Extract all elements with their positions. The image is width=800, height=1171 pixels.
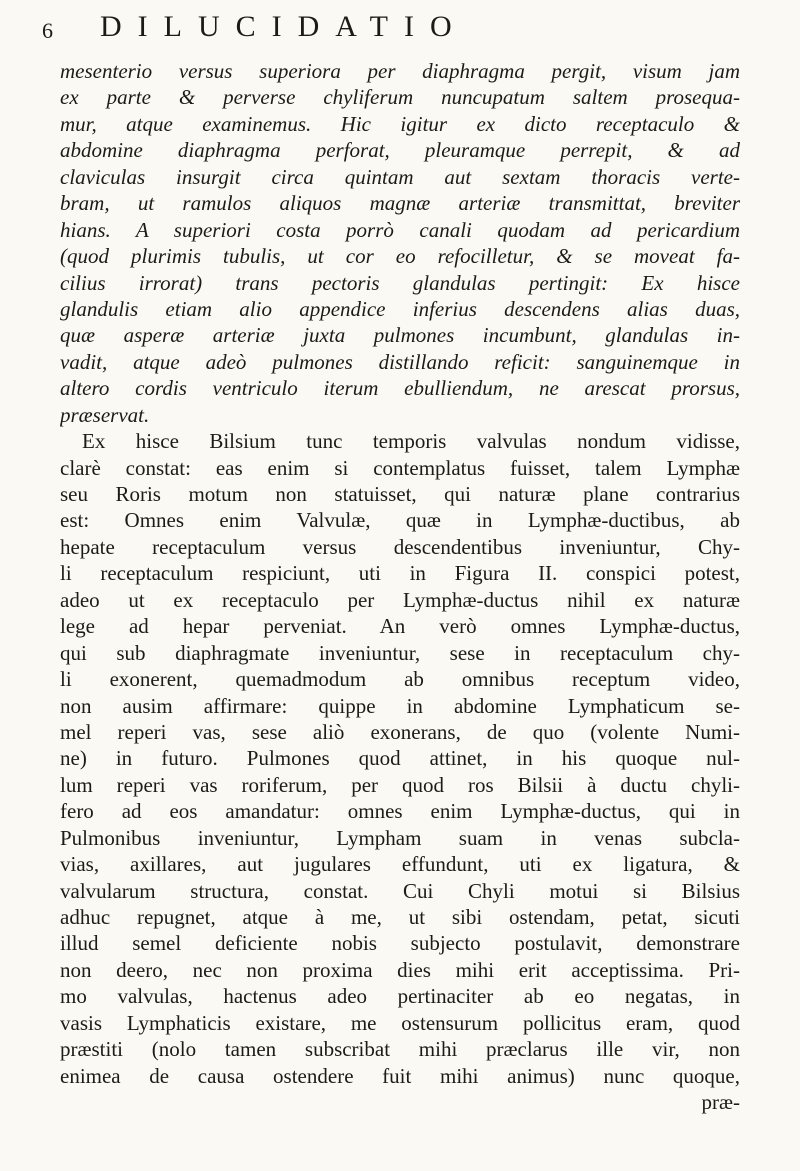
text-line: claviculas insurgit circa quintam aut sextam thoracis verte-	[60, 164, 740, 189]
text-line: li exonerent, quemadmodum ab omnibus receptum video,	[60, 667, 740, 692]
page-header	[42, 10, 760, 48]
text-line: est: Omnes enim Valvulæ, quæ in Lymphæ-ductibus, ab	[60, 508, 740, 533]
text-line: præservat.	[60, 402, 150, 427]
text-line: vias, axillares, aut jugulares effundunt, uti ex ligatura, &	[60, 852, 740, 877]
text-line: Pulmonibus inveniuntur, Lympham suam in venas subcla-	[60, 825, 740, 850]
text-line: non ausim affirmare: quippe in abdomine Lymphaticum se-	[60, 693, 740, 718]
page-number: 6	[42, 18, 53, 43]
text-block	[60, 58, 740, 1116]
text-line: mesenterio versus superiora per diaphragma pergit, visum jam	[60, 59, 740, 83]
catchword: præ-	[701, 1090, 740, 1115]
text-line: mo valvulas, hactenus adeo pertinaciter ab eo negatas, in	[60, 984, 740, 1009]
text-line: clarè constat: eas enim si contemplatus fuisset, talem Lymphæ	[60, 455, 740, 480]
text-line: quæ asperæ arteriæ juxta pulmones incumbunt, glandulas in-	[60, 323, 740, 348]
text-line: Ex hisce Bilsium tunc temporis valvulas nondum vidisse,	[82, 429, 740, 454]
text-line: bram, ut ramulos aliquos magnæ arteriæ transmittat, breviter	[60, 191, 740, 216]
text-line: non deero, nec non proxima dies mihi erit acceptissima. Pri-	[60, 957, 740, 982]
text-line: præstiti (nolo tamen subscribat mihi præclarus ille vir, non	[60, 1037, 740, 1062]
paragraph-italic	[60, 58, 740, 428]
text-line: vasis Lymphaticis existare, me ostensurum pollicitus eram, quod	[60, 1010, 740, 1035]
text-line: adeo ut ex receptaculo per Lymphæ-ductus nihil ex naturæ	[60, 587, 740, 612]
text-line: enimea de causa ostendere fuit mihi animus) nunc quoque,	[60, 1063, 740, 1088]
text-line: fero ad eos amandatur: omnes enim Lymphæ-ductus, qui in	[60, 799, 740, 824]
text-line: hians. A superiori costa porrò canali quodam ad pericardium	[60, 217, 740, 242]
text-line: altero cordis ventriculo iterum ebulliendum, ne arescat prorsus,	[60, 376, 740, 401]
text-line: li receptaculum respiciunt, uti in Figura II. conspici potest,	[60, 561, 740, 586]
text-line: hepate receptaculum versus descendentibus inveniuntur, Chy-	[60, 534, 740, 559]
text-line: ex parte & perverse chyliferum nuncupatum saltem prosequa-	[60, 85, 740, 110]
text-line: qui sub diaphragmate inveniuntur, sese in receptaculum chy-	[60, 640, 740, 665]
text-line: glandulis etiam alio appendice inferius descendens alias duas,	[60, 296, 740, 321]
text-line: (quod plurimis tubulis, ut cor eo refocilletur, & se moveat fa-	[60, 244, 740, 269]
text-line: mur, atque examinemus. Hic igitur ex dicto receptaculo &	[60, 111, 740, 136]
text-line: illud semel deficiente nobis subjecto postulavit, demonstrare	[60, 931, 740, 956]
text-line: seu Roris motum non statuisset, qui naturæ plane contrarius	[60, 482, 740, 506]
text-line: mel reperi vas, sese aliò exonerans, de quo (volente Numi-	[60, 719, 740, 744]
text-line: adhuc repugnet, atque à me, ut sibi ostendam, petat, sicuti	[60, 905, 740, 929]
text-line: abdomine diaphragma perforat, pleuramque perrepit, & ad	[60, 138, 740, 163]
text-line: lum reperi vas roriferum, per quod ros Bilsii à ductu chyli-	[60, 772, 740, 797]
text-line: ne) in futuro. Pulmones quod attinet, in his quoque nul-	[60, 746, 740, 771]
paragraph-roman	[60, 428, 740, 1115]
text-line: valvularum structura, constat. Cui Chyli motui si Bilsius	[60, 878, 740, 903]
text-line: lege ad hepar perveniat. An verò omnes Lymphæ-ductus,	[60, 614, 740, 639]
text-line: cilius irrorat) trans pectoris glandulas pertingit: Ex hisce	[60, 270, 740, 295]
running-head: DILUCIDATIO	[100, 10, 468, 43]
text-line: vadit, atque adeò pulmones distillando reficit: sanguinemque in	[60, 349, 740, 374]
